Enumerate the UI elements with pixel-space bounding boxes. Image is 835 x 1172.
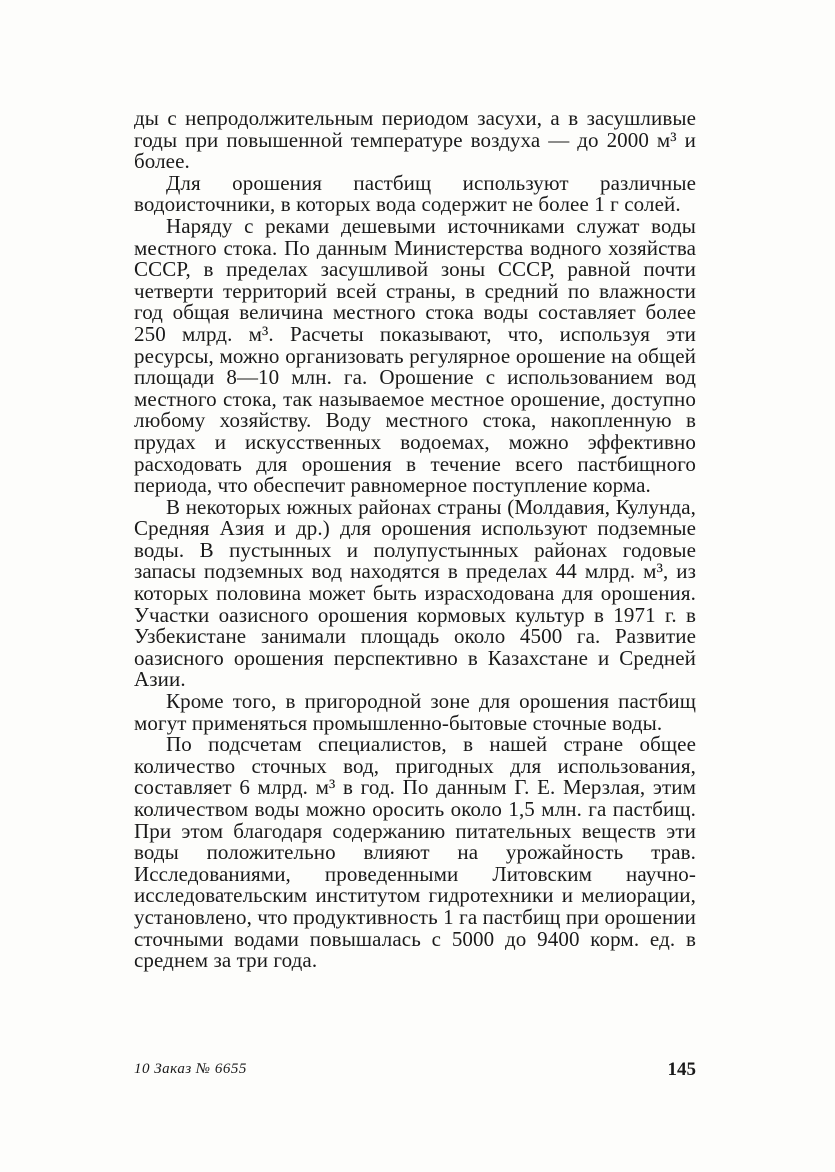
paragraph-1: ды с непродолжительным периодом засухи, а в засушливые годы при повышенной температуре воздуха — до 2000 м³ и более. xyxy=(134,106,696,174)
paragraph-2: Для орошения пастбищ используют различные водоисточники, в которых вода содержит не более 1 г солей. xyxy=(134,170,696,217)
printer-signature: 10 Заказ № 6655 xyxy=(134,1061,247,1077)
paragraph-3: Наряду с реками дешевыми источниками служат воды местного стока. По данным Министерства водного хозяйства СССР, в пределах засушливой зоны СССР, равной почти четверти территорий всей страны, в средний по влажности год общая величина местного стока воды составляет более 250 млрд. м³. Расчеты показывают, что, используя эти ресурсы, можно организовать регулярное орошение на общей площади 8—10 млн. га. Орошение с использованием вод местного стока, так называемое местное орошение, доступно любому хозяйству. Воду местного стока, накопленную в прудах и искусственных водоемах, можно эффективно расходовать для орошения в течение всего пастбищного периода, что обеспечит равномерное поступление корма. xyxy=(134,213,696,498)
page-text xyxy=(134,108,696,972)
page-footer xyxy=(134,1059,696,1085)
page-number: 145 xyxy=(667,1059,696,1080)
paragraph-4: В некоторых южных районах страны (Молдавия, Кулунда, Средняя Азия и др.) для орошения используют подземные воды. В пустынных и полупустынных районах годовые запасы подземных вод находятся в пределах 44 млрд. м³, из которых половина может быть израсходована для орошения. Участки оазисного орошения кормовых культур в 1971 г. в Узбекистане занимали площадь около 4500 га. Развитие оазисного орошения перспективно в Казахстане и Средней Азии. xyxy=(134,494,696,692)
paragraph-5: Кроме того, в пригородной зоне для орошения пастбищ могут применяться промышленно-бытовые сточные воды. xyxy=(134,689,696,735)
paragraph-6: По подсчетам специалистов, в нашей стране общее количество сточных вод, пригодных для использования, составляет 6 млрд. м³ в год. По данным Г. Е. Мерзлая, этим количеством воды можно оросить около 1,5 млн. га пастбищ. При этом благодаря содержанию питательных веществ эти воды положительно влияют на урожайность трав. Исследованиями, проведенными Литовским научно-исследовательским институтом гидротехники и мелиорации, установлено, что продуктивность 1 га пастбищ при орошении сточными водами повышалась с 5000 до 9400 корм. ед. в среднем за три года. xyxy=(134,732,696,973)
